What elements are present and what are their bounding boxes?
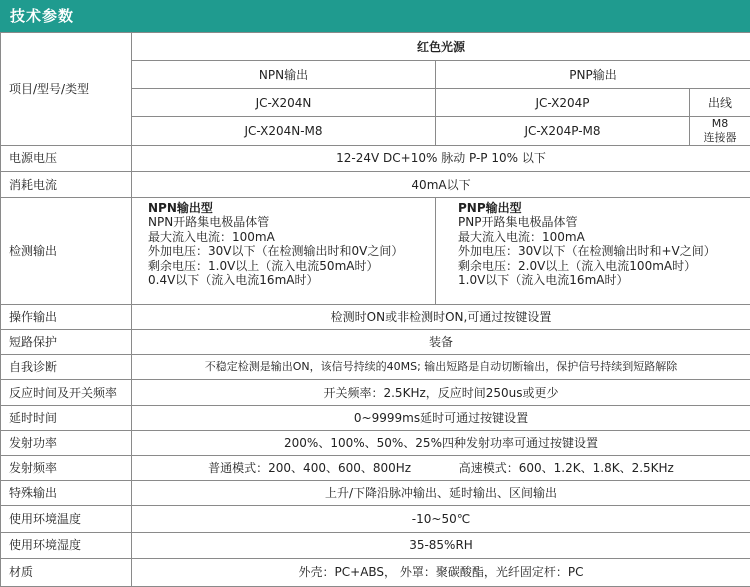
freq-normal-mode: 普通模式：200、400、600、800Hz xyxy=(208,461,412,476)
operation-value: 检测时ON或非检测时ON,可通过按键设置 xyxy=(132,304,750,329)
pnp-detail-title: PNP输出型 xyxy=(458,201,522,216)
power-value: 12-24V DC+10% 脉动 P-P 10% 以下 xyxy=(132,145,750,171)
table-row xyxy=(1,481,750,506)
model-pnp-cable: JC-X204P xyxy=(436,89,690,116)
npn-detail-line: 剩余电压：1.0V以上（流入电流50mA时） xyxy=(148,258,379,273)
spec-table xyxy=(0,32,750,587)
material-value: 外壳：PC+ABS， 外罩：聚碳酸酯，光纤固定杆：PC xyxy=(132,558,750,586)
table-row xyxy=(1,380,750,405)
humidity-label: 使用环境湿度 xyxy=(1,532,132,558)
freq-high-mode: 高速模式：600、1.2K、1.8K、2.5KHz xyxy=(458,461,674,476)
table-row xyxy=(1,171,750,197)
table-row xyxy=(1,145,750,171)
temperature-label: 使用环境温度 xyxy=(1,506,132,532)
npn-detail-line: 外加电压：30V以下（在检测输出时和0V之间） xyxy=(148,244,404,259)
pnp-detail-line: 最大流入电流：100mA xyxy=(458,229,585,244)
table-row xyxy=(1,355,750,380)
emission-freq-value xyxy=(132,455,750,480)
pnp-output-header: PNP输出 xyxy=(436,61,750,89)
table-row xyxy=(1,455,750,480)
special-output-value: 上升/下降沿脉冲输出、延时输出、区间输出 xyxy=(132,481,750,506)
npn-detail-line: 0.4V以下（流入电流16mA时） xyxy=(148,273,319,288)
temperature-value: -10~50℃ xyxy=(132,506,750,532)
table-row xyxy=(1,304,750,329)
model-npn-m8: JC-X204N-M8 xyxy=(132,116,436,145)
npn-output-header: NPN输出 xyxy=(132,61,436,89)
response-label: 反应时间及开关频率 xyxy=(1,380,132,405)
emission-power-value: 200%、100%、50%、25%四种发射功率可通过按键设置 xyxy=(132,430,750,455)
light-source: 红色光源 xyxy=(132,33,750,61)
table-row xyxy=(1,558,750,586)
delay-label: 延时时间 xyxy=(1,405,132,430)
item-label: 项目/型号/类型 xyxy=(1,33,132,146)
short-circuit-label: 短路保护 xyxy=(1,330,132,355)
delay-value: 0~9999ms延时可通过按键设置 xyxy=(132,405,750,430)
table-row xyxy=(1,198,750,305)
self-diagnosis-label: 自我诊断 xyxy=(1,355,132,380)
short-circuit-value: 装备 xyxy=(132,330,750,355)
connection-m8-line2: 连接器 xyxy=(703,130,737,144)
table-row xyxy=(1,506,750,532)
pnp-detail-line: PNP开路集电极晶体管 xyxy=(458,215,578,230)
pnp-detail xyxy=(436,198,750,305)
current-label: 消耗电流 xyxy=(1,171,132,197)
connection-m8 xyxy=(690,116,750,145)
model-npn-cable: JC-X204N xyxy=(132,89,436,116)
table-row xyxy=(1,33,750,61)
model-pnp-m8: JC-X204P-M8 xyxy=(436,116,690,145)
response-value: 开关频率：2.5KHz，反应时间250us或更少 xyxy=(132,380,750,405)
emission-power-label: 发射功率 xyxy=(1,430,132,455)
npn-detail xyxy=(132,198,436,305)
connection-cable: 出线 xyxy=(690,89,750,116)
detect-label: 检测输出 xyxy=(1,198,132,305)
power-label: 电源电压 xyxy=(1,145,132,171)
pnp-detail-line: 剩余电压：2.0V以上（流入电流100mA时） xyxy=(458,258,697,273)
special-output-label: 特殊输出 xyxy=(1,481,132,506)
table-row xyxy=(1,430,750,455)
section-title: 技术参数 xyxy=(0,0,750,32)
emission-freq-label: 发射频率 xyxy=(1,455,132,480)
current-value: 40mA以下 xyxy=(132,171,750,197)
npn-detail-line: NPN开路集电极晶体管 xyxy=(148,215,270,230)
table-row xyxy=(1,330,750,355)
self-diagnosis-value: 不稳定检测是输出ON，该信号持续的40MS; 输出短路是自动切断输出，保护信号持续到短路解除 xyxy=(132,355,750,380)
table-row xyxy=(1,532,750,558)
humidity-value: 35-85%RH xyxy=(132,532,750,558)
operation-label: 操作输出 xyxy=(1,304,132,329)
connection-m8-line1: M8 xyxy=(711,116,729,130)
npn-detail-title: NPN输出型 xyxy=(148,201,213,216)
table-row xyxy=(1,405,750,430)
npn-detail-line: 最大流入电流：100mA xyxy=(148,229,275,244)
pnp-detail-line: 1.0V以下（流入电流16mA时） xyxy=(458,273,629,288)
material-label: 材质 xyxy=(1,558,132,586)
pnp-detail-line: 外加电压：30V以下（在检测输出时和+V之间） xyxy=(458,244,716,259)
